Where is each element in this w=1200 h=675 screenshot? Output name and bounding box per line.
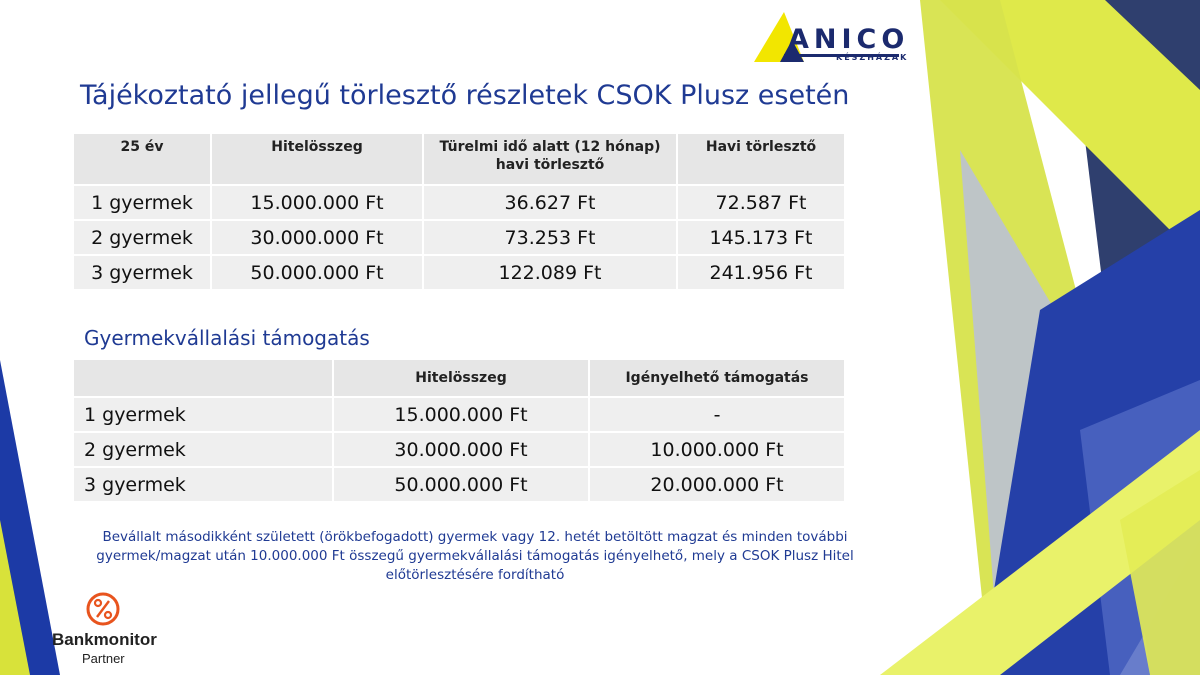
table-cell: 15.000.000 Ft	[212, 186, 422, 219]
table-cell: -	[590, 398, 844, 431]
header-cell	[74, 360, 332, 396]
table-row	[74, 398, 844, 431]
header-cell: Türelmi idő alatt (12 hónap) havi törlesztő	[424, 134, 676, 184]
table-cell: 3 gyermek	[74, 468, 332, 501]
table-cell: 36.627 Ft	[424, 186, 676, 219]
table-cell: 10.000.000 Ft	[590, 433, 844, 466]
table-cell: 145.173 Ft	[678, 221, 844, 254]
header-cell: Hitelösszeg	[212, 134, 422, 184]
table-row	[74, 186, 844, 219]
partner-label: Partner	[82, 651, 125, 666]
section-subtitle: Gyermekvállalási támogatás	[84, 326, 370, 350]
footnote: Bevállalt másodikként született (örökbefogadott) gyermek vagy 12. hetét betöltött magzat és minden további gyermek/magzat után 10.000.000 Ft összegű gyermekvállalási támogatás igényelhető, mely a CSOK Plusz Hitel előtörlesztésére fordítható	[96, 529, 854, 583]
brand-name: ANICO	[788, 24, 910, 55]
table-cell: 1 gyermek	[74, 398, 332, 431]
repayment-table	[72, 132, 846, 291]
table-cell: 15.000.000 Ft	[334, 398, 588, 431]
table-cell: 241.956 Ft	[678, 256, 844, 289]
table-cell: 2 gyermek	[74, 221, 210, 254]
header-cell: Hitelösszeg	[334, 360, 588, 396]
table-cell: 30.000.000 Ft	[334, 433, 588, 466]
table-cell: 72.587 Ft	[678, 186, 844, 219]
table-cell: 73.253 Ft	[424, 221, 676, 254]
table-cell: 3 gyermek	[74, 256, 210, 289]
table-row	[74, 221, 844, 254]
percent-icon	[86, 592, 120, 626]
table-row	[74, 468, 844, 501]
brand-subtitle: KÉSZHÁZAK	[836, 53, 909, 62]
table-cell: 122.089 Ft	[424, 256, 676, 289]
header-cell: 25 év	[74, 134, 210, 184]
table-cell: 1 gyermek	[74, 186, 210, 219]
table-header-row	[74, 134, 844, 184]
table-header-row	[74, 360, 844, 396]
table-cell: 30.000.000 Ft	[212, 221, 422, 254]
partner-name: Bankmonitor	[52, 630, 157, 649]
table-row	[74, 433, 844, 466]
table-cell: 50.000.000 Ft	[212, 256, 422, 289]
header-cell: Havi törlesztő	[678, 134, 844, 184]
page-title: Tájékoztató jellegű törlesztő részletek CSOK Plusz esetén	[80, 80, 850, 111]
header-cell: Igényelhető támogatás	[590, 360, 844, 396]
support-table	[72, 358, 846, 503]
table-cell: 50.000.000 Ft	[334, 468, 588, 501]
table-row	[74, 256, 844, 289]
table-cell: 20.000.000 Ft	[590, 468, 844, 501]
table-cell: 2 gyermek	[74, 433, 332, 466]
